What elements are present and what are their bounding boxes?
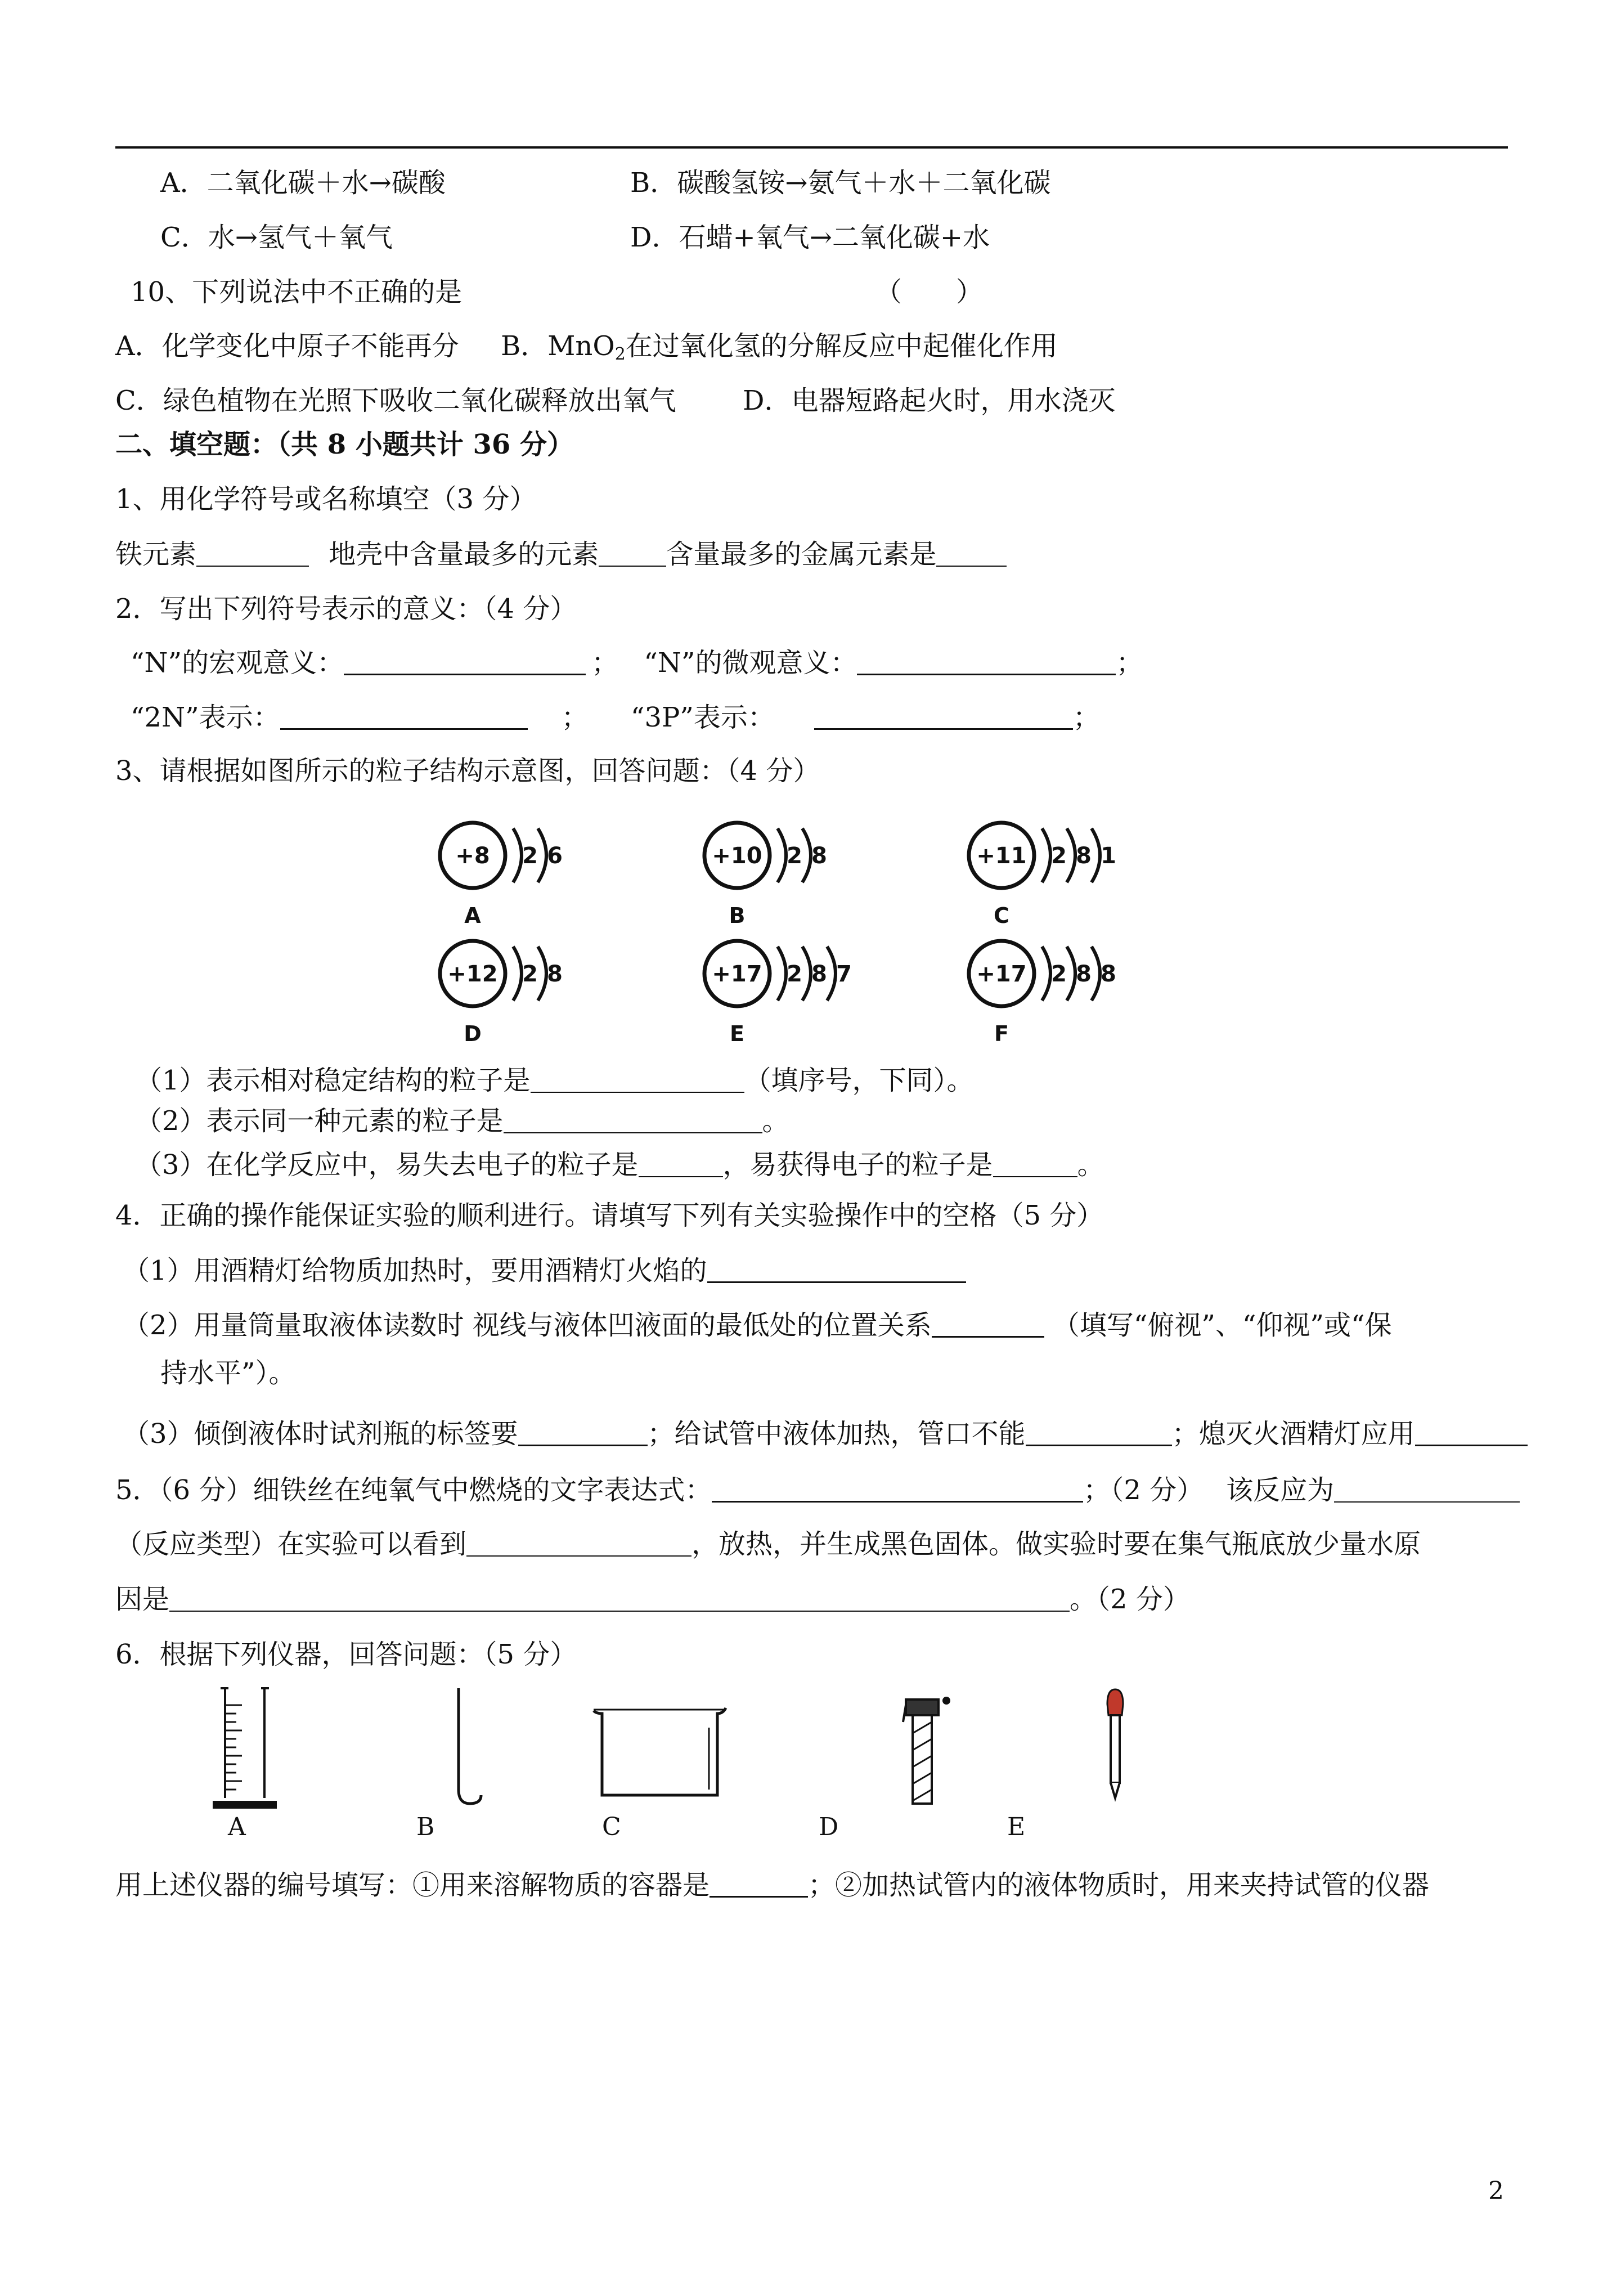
nucleus-charge: +12: [447, 961, 498, 987]
fq5-line2: （反应类型）在实验可以看到 ，放热，并生成黑色固体。做实验时要在集气瓶底放少量水原: [115, 1528, 1421, 1560]
q9-option-a: A．二氧化碳＋水→碳酸: [160, 167, 446, 199]
blank[interactable]: [936, 542, 1007, 567]
electron-shell-arc: [1092, 828, 1100, 882]
shell-electron-count: 8: [547, 961, 563, 987]
electron-shell-arc: [1042, 828, 1050, 882]
particle-label: D: [464, 1021, 482, 1046]
blank[interactable]: [710, 1872, 808, 1898]
q10-stem: 10、下列说法中不正确的是: [131, 276, 462, 308]
particle-label: F: [994, 1021, 1009, 1046]
particle-a: [440, 823, 563, 928]
shell-electron-count: 2: [1051, 961, 1067, 987]
fq4-sub2: （2）用量筒量取液体读数时 视线与液体凹液面的最低处的位置关系 （填写“俯视”、“仰视”或“保: [123, 1310, 1392, 1341]
dropper-icon: [1107, 1689, 1123, 1798]
fq3-sub2: （2）表示同一种元素的粒子是 。: [135, 1105, 789, 1137]
nucleus-charge: +10: [712, 843, 762, 869]
beaker-icon: [594, 1708, 726, 1795]
blank[interactable]: [531, 1068, 744, 1093]
shell-electron-count: 2: [1051, 843, 1067, 869]
shell-electron-count: 2: [522, 843, 538, 869]
blank[interactable]: [1026, 1421, 1172, 1446]
q10-option-d: D．电器短路起火时，用水浇灭: [743, 385, 1116, 416]
blank[interactable]: [707, 1258, 966, 1283]
particle-label: B: [729, 903, 746, 928]
instrument-label-d: D: [819, 1813, 839, 1841]
particle-structure-figure: [428, 810, 1215, 1047]
blank[interactable]: [639, 1153, 723, 1177]
particle-label: E: [730, 1021, 744, 1046]
electron-shell-arc: [1067, 828, 1075, 882]
particle-c: [969, 823, 1116, 928]
instruments-figure: [203, 1683, 1215, 1818]
electron-shell-arc: [1092, 947, 1100, 1001]
header-rule: [115, 146, 1508, 149]
fq6-stem: 6．根据下列仪器，回答问题：（5 分）: [115, 1639, 577, 1670]
instrument-label-a: A: [228, 1813, 246, 1841]
nucleus-charge: +8: [455, 843, 490, 869]
fq5-line3: 因是 。（2 分）: [115, 1584, 1190, 1615]
electron-shell-arc: [538, 947, 546, 1001]
electron-shell-arc: [827, 947, 836, 1001]
shell-electron-count: 8: [811, 843, 827, 869]
instrument-label-c: C: [602, 1813, 621, 1841]
electron-shell-arc: [1067, 947, 1075, 1001]
particle-label: A: [464, 903, 481, 928]
electron-shell-arc: [538, 828, 546, 882]
particle-e: [704, 941, 852, 1046]
shell-electron-count: 1: [1101, 843, 1116, 869]
blank[interactable]: [504, 1109, 762, 1133]
fq1-stem: 1、用化学符号或名称填空（3 分）: [115, 483, 537, 515]
fq2-line2: “2N”表示： ； “3P”表示： ；: [131, 702, 1100, 733]
fq4-sub3: （3）倾倒液体时试剂瓶的标签要 ；给试管中液体加热，管口不能 ；熄灭火酒精灯应用: [123, 1417, 1528, 1451]
shell-electron-count: 8: [1076, 843, 1092, 869]
electron-shell-arc: [778, 947, 786, 1001]
blank[interactable]: [1334, 1478, 1520, 1503]
blank[interactable]: [169, 1587, 1070, 1612]
fq4-sub1: （1）用酒精灯给物质加热时，要用酒精灯火焰的: [123, 1254, 966, 1288]
blank[interactable]: [599, 542, 666, 567]
fq6-answer-line: 用上述仪器的编号填写：①用来溶解物质的容器是 ；②加热试管内的液体物质时，用来夹持试管的仪器: [115, 1869, 1430, 1901]
shell-electron-count: 2: [522, 961, 538, 987]
q9-option-c: C．水→氢气＋氧气: [160, 222, 393, 253]
electron-shell-arc: [1042, 947, 1050, 1001]
electron-shell-arc: [513, 947, 522, 1001]
fq2-stem: 2．写出下列符号表示的意义：（4 分）: [115, 593, 577, 625]
stirring-rod-icon: [459, 1688, 481, 1804]
q10-answer-paren: （ ）: [875, 276, 984, 308]
section-heading: 二、填空题：（共 8 小题共计 36 分）: [115, 429, 574, 460]
shell-electron-count: 7: [836, 961, 852, 987]
measuring-cylinder-icon: [214, 1688, 276, 1808]
blank[interactable]: [993, 1153, 1077, 1177]
particle-d: [440, 941, 563, 1046]
test-tube-holder-icon: [903, 1698, 949, 1804]
blank[interactable]: [932, 1312, 1044, 1338]
instrument-label-e: E: [1007, 1813, 1026, 1841]
electron-shell-arc: [802, 828, 811, 882]
q10-option-b: B．MnO$_2$在过氧化氢的分解反应中起催化作用: [501, 330, 1058, 364]
blank[interactable]: [1415, 1421, 1528, 1446]
fq3-sub3: （3）在化学反应中，易失去电子的粒子是 ，易获得电子的粒子是 。: [135, 1149, 1104, 1181]
q10-option-c: C．绿色植物在光照下吸收二氧化碳释放出氧气: [115, 385, 676, 416]
nucleus-charge: +17: [976, 961, 1027, 987]
shell-electron-count: 8: [1101, 961, 1116, 987]
page-number: 2: [1488, 2177, 1504, 2205]
shell-electron-count: 8: [1076, 961, 1092, 987]
shell-electron-count: 8: [811, 961, 827, 987]
shell-electron-count: 2: [787, 843, 802, 869]
electron-shell-arc: [513, 828, 522, 882]
fq3-sub1: （1）表示相对稳定结构的粒子是 （填序号，下同）。: [135, 1065, 974, 1096]
blank[interactable]: [518, 1421, 648, 1446]
blank[interactable]: [196, 542, 309, 567]
blank[interactable]: [857, 650, 1116, 675]
q9-option-d: D．石蜡+氧气→二氧化碳+水: [630, 222, 990, 253]
instrument-label-b: B: [416, 1813, 435, 1841]
electron-shell-arc: [778, 828, 786, 882]
blank[interactable]: [814, 705, 1073, 730]
fq4-sub2-cont: 持水平”）。: [160, 1357, 296, 1389]
blank[interactable]: [712, 1477, 1083, 1503]
fq2-line1: “N”的宏观意义： ； “N”的微观意义： ；: [131, 647, 1143, 679]
nucleus-charge: +11: [976, 843, 1027, 869]
fq3-stem: 3、请根据如图所示的粒子结构示意图，回答问题：（4 分）: [115, 755, 820, 787]
blank[interactable]: [344, 650, 586, 675]
particle-f: [969, 941, 1116, 1046]
shell-electron-count: 6: [547, 843, 563, 869]
q10-option-a: A．化学变化中原子不能再分: [115, 330, 459, 362]
blank[interactable]: [280, 705, 528, 730]
blank[interactable]: [466, 1532, 691, 1557]
fq4-stem: 4．正确的操作能保证实验的顺利进行。请填写下列有关实验操作中的空格（5 分）: [115, 1200, 1104, 1231]
fq5-line1: 5．（6 分）细铁丝在纯氧气中燃烧的文字表达式： ；（2 分） 该反应为: [115, 1473, 1520, 1507]
nucleus-charge: +17: [712, 961, 762, 987]
shell-electron-count: 2: [787, 961, 802, 987]
particle-label: C: [994, 903, 1009, 928]
q9-option-b: B．碳酸氢铵→氨气＋水＋二氧化碳: [630, 167, 1051, 199]
electron-shell-arc: [802, 947, 811, 1001]
fq1-answer-line: 铁元素 地壳中含量最多的元素 含量最多的金属元素是: [115, 537, 1007, 571]
particle-b: [704, 823, 827, 928]
